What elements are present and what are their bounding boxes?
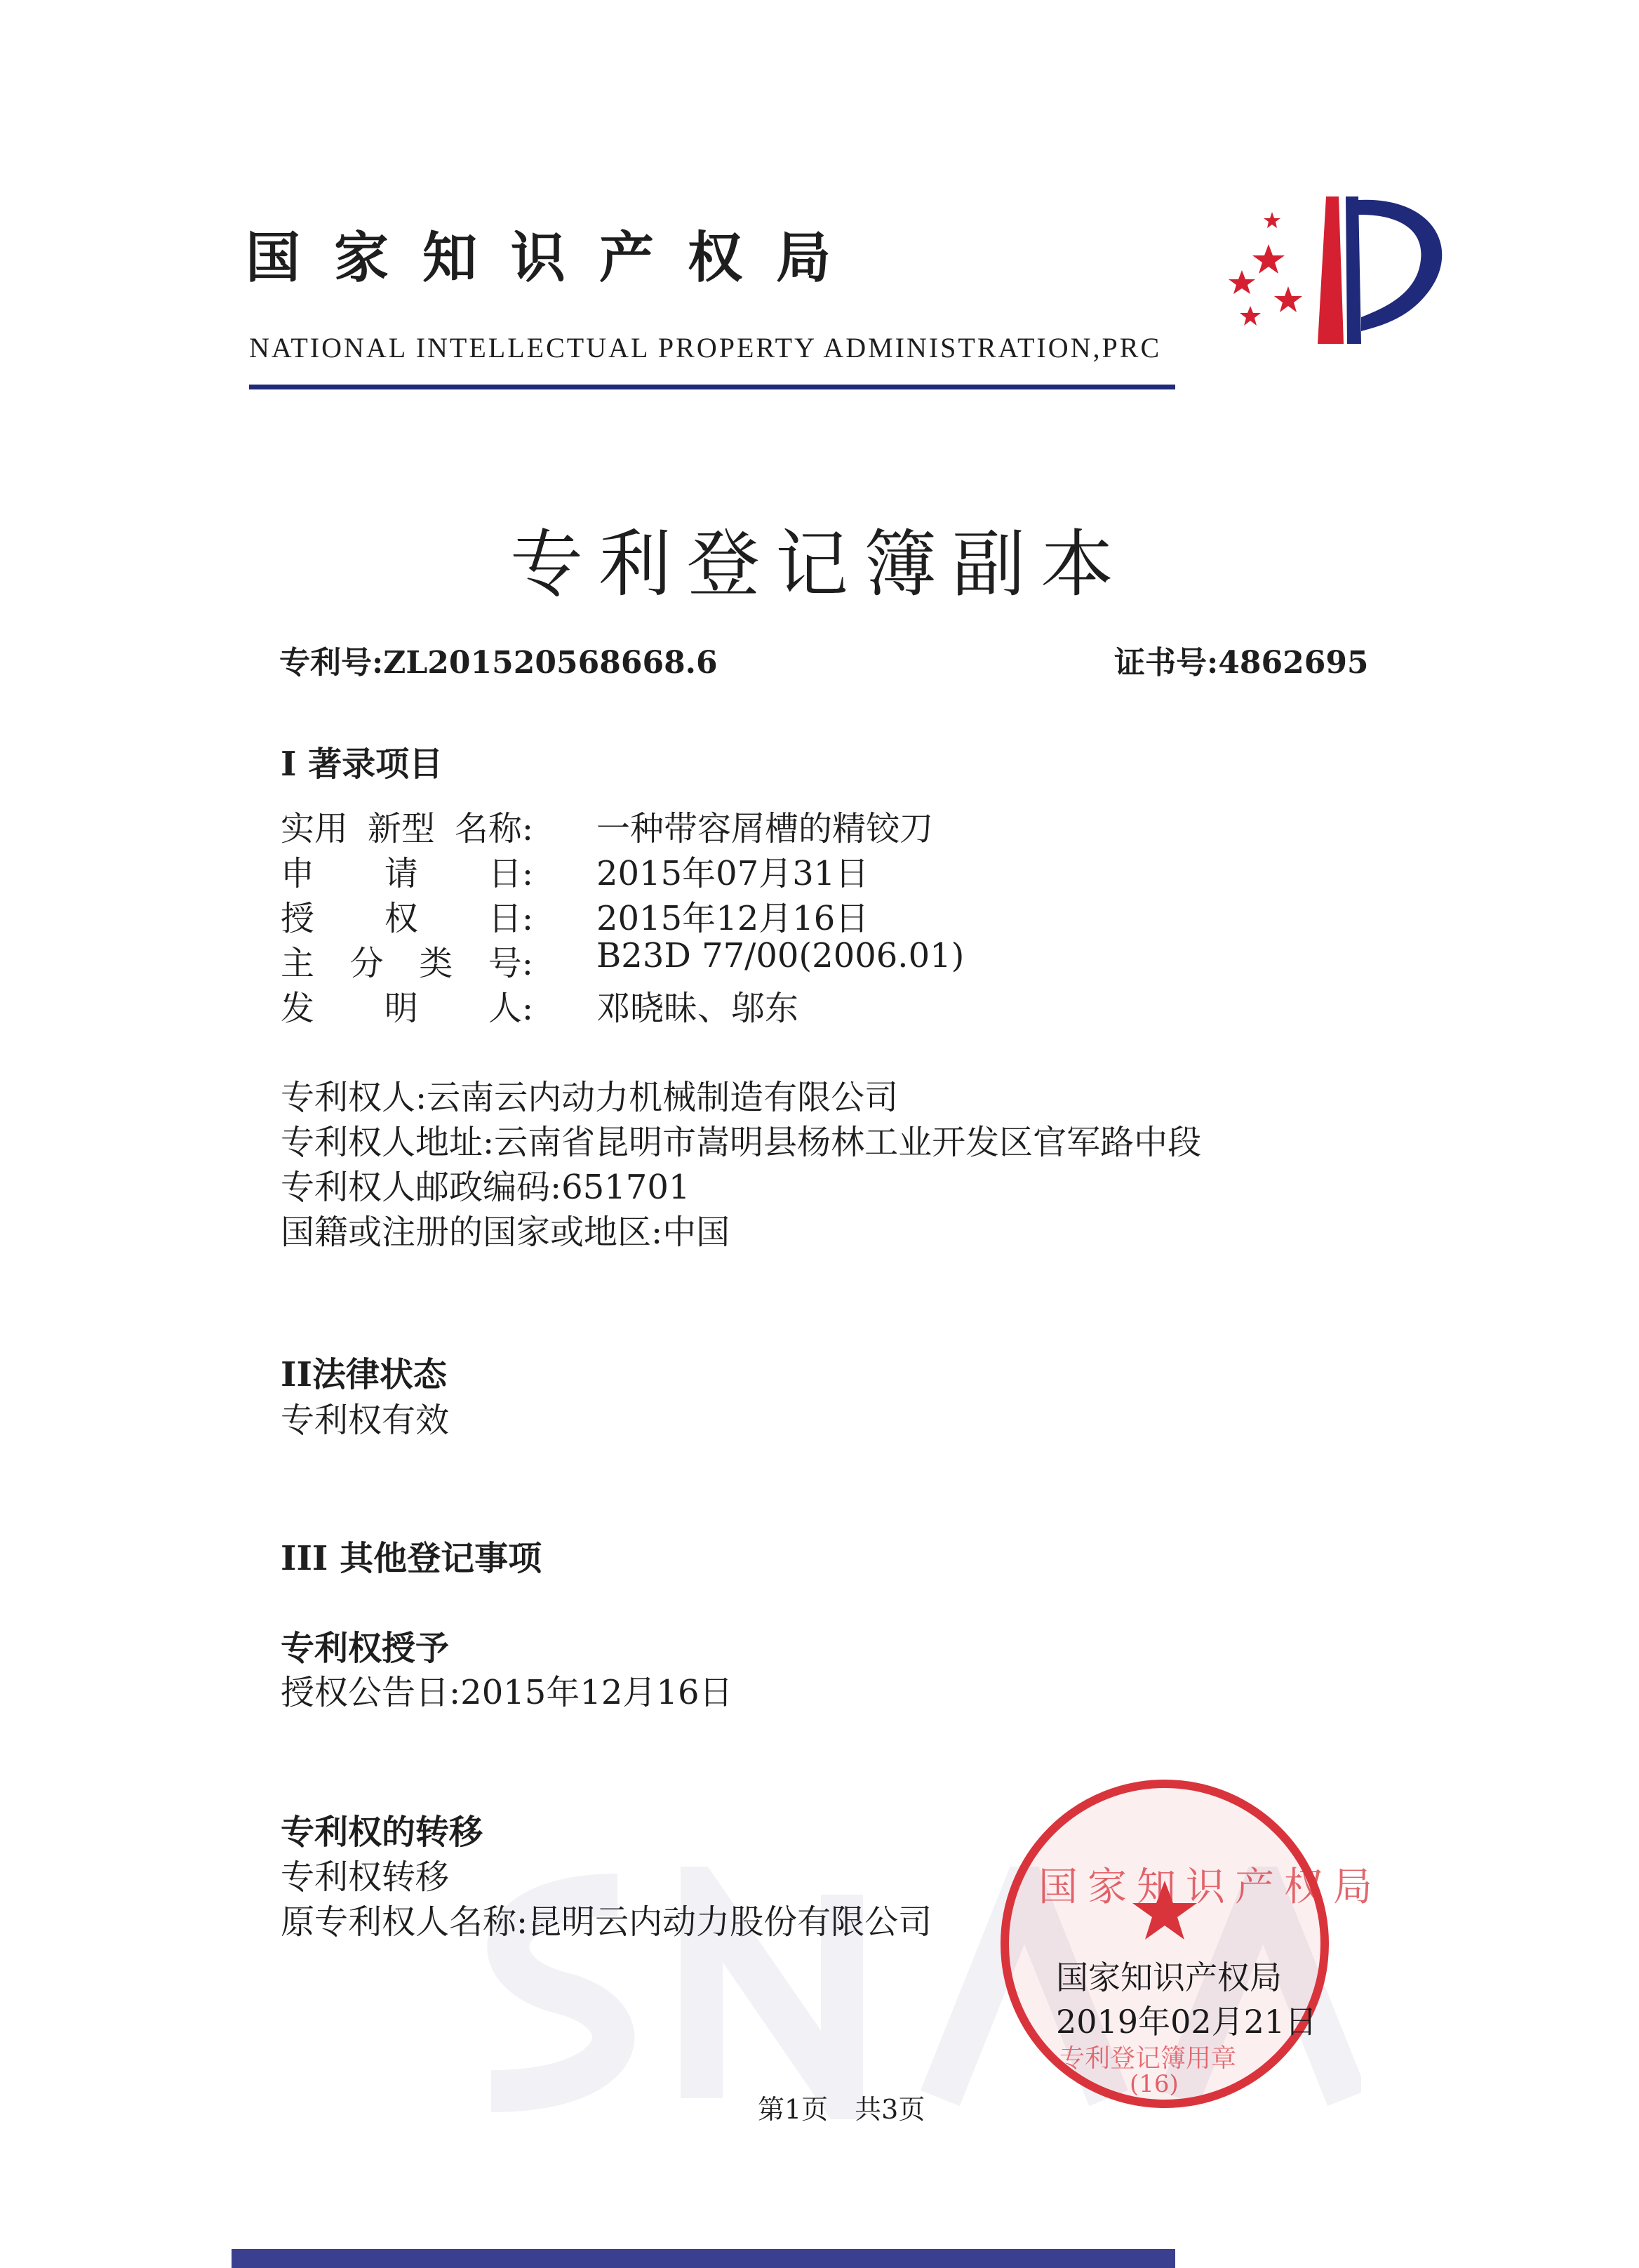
- label-part: 人:: [488, 989, 533, 1028]
- seal-ring-text: 国家知识产权局: [1038, 1865, 1382, 1910]
- certificate-number: 证书号:4862695: [1114, 645, 1369, 681]
- label-part: 申: [281, 854, 315, 893]
- star-icon: [1274, 286, 1302, 312]
- section-heading-legal-status: II法律状态: [281, 1355, 447, 1394]
- seal-inner-text: 专利登记簿用章: [1059, 2044, 1237, 2073]
- label-part: 日:: [488, 899, 533, 938]
- seal-number: (16): [1130, 2070, 1179, 2098]
- label-part: 发: [281, 989, 315, 1028]
- label-grant-date: [281, 891, 533, 940]
- nationality: 国籍或注册的国家或地区:中国: [281, 1213, 730, 1252]
- value-inventor: 邓晓昧、邬东: [596, 989, 799, 1028]
- star-icon: [1240, 306, 1261, 326]
- agency-name-cn: 国家知识产权局: [246, 226, 865, 290]
- label-part: 名称:: [454, 809, 533, 848]
- grant-heading: 专利权授予: [281, 1629, 450, 1668]
- star-icon: [1264, 212, 1280, 228]
- value-utility-model-name: 一种带容屑槽的精铰刀: [596, 809, 934, 848]
- grant-announcement-date: 授权公告日:2015年12月16日: [281, 1673, 733, 1712]
- original-patentee: 原专利权人名称:昆明云内动力股份有限公司: [281, 1902, 932, 1942]
- patentee-postcode: 专利权人邮政编码:651701: [281, 1168, 690, 1207]
- agency-name-en: NATIONAL INTELLECTUAL PROPERTY ADMINISTRATION,PRC: [249, 332, 1162, 363]
- document-title: 专利登记簿副本: [509, 521, 1129, 607]
- label-part: 授: [281, 899, 315, 938]
- seal-agency-name: 国家知识产权局: [1056, 1959, 1282, 1996]
- header-divider: [249, 385, 1175, 389]
- label-part: 分: [349, 944, 384, 983]
- label-part: 权: [384, 899, 418, 938]
- patentee-address: 专利权人地址:云南省昆明市嵩明县杨林工业开发区官军路中段: [281, 1123, 1202, 1162]
- label-utility-model-name: [281, 801, 533, 850]
- label-part: 新型: [367, 809, 435, 848]
- label-part: 实用: [281, 809, 349, 848]
- label-part: 日:: [488, 854, 533, 893]
- label-part: 明: [384, 989, 418, 1028]
- label-inventor: [281, 981, 533, 1029]
- footer-band: [232, 2249, 1175, 2268]
- section-heading-bibliographic: I 著录项目: [281, 745, 443, 784]
- section-heading-other-records: III 其他登记事项: [281, 1539, 542, 1578]
- transfer-type: 专利权转移: [281, 1857, 450, 1897]
- cnipa-logo-icon: [1221, 168, 1487, 379]
- star-icon: [1229, 270, 1255, 294]
- label-main-classification: [281, 936, 533, 985]
- transfer-heading: 专利权的转移: [281, 1813, 483, 1852]
- value-application-date: 2015年07月31日: [596, 854, 869, 893]
- star-icon: [1252, 244, 1285, 274]
- value-main-classification: B23D 77/00(2006.01): [596, 936, 965, 975]
- patentee-name: 专利权人:云南云内动力机械制造有限公司: [281, 1078, 899, 1117]
- legal-status-value: 专利权有效: [281, 1401, 450, 1440]
- page-number: 第1页 共3页: [758, 2094, 925, 2125]
- seal-date: 2019年02月21日: [1056, 2003, 1318, 2041]
- label-part: 类: [419, 944, 453, 983]
- label-part: 主: [281, 944, 315, 983]
- patent-number: 专利号:ZL201520568668.6: [279, 645, 718, 681]
- label-application-date: [281, 846, 533, 895]
- label-part: 号:: [488, 944, 533, 983]
- label-part: 请: [384, 854, 418, 893]
- value-grant-date: 2015年12月16日: [596, 899, 869, 938]
